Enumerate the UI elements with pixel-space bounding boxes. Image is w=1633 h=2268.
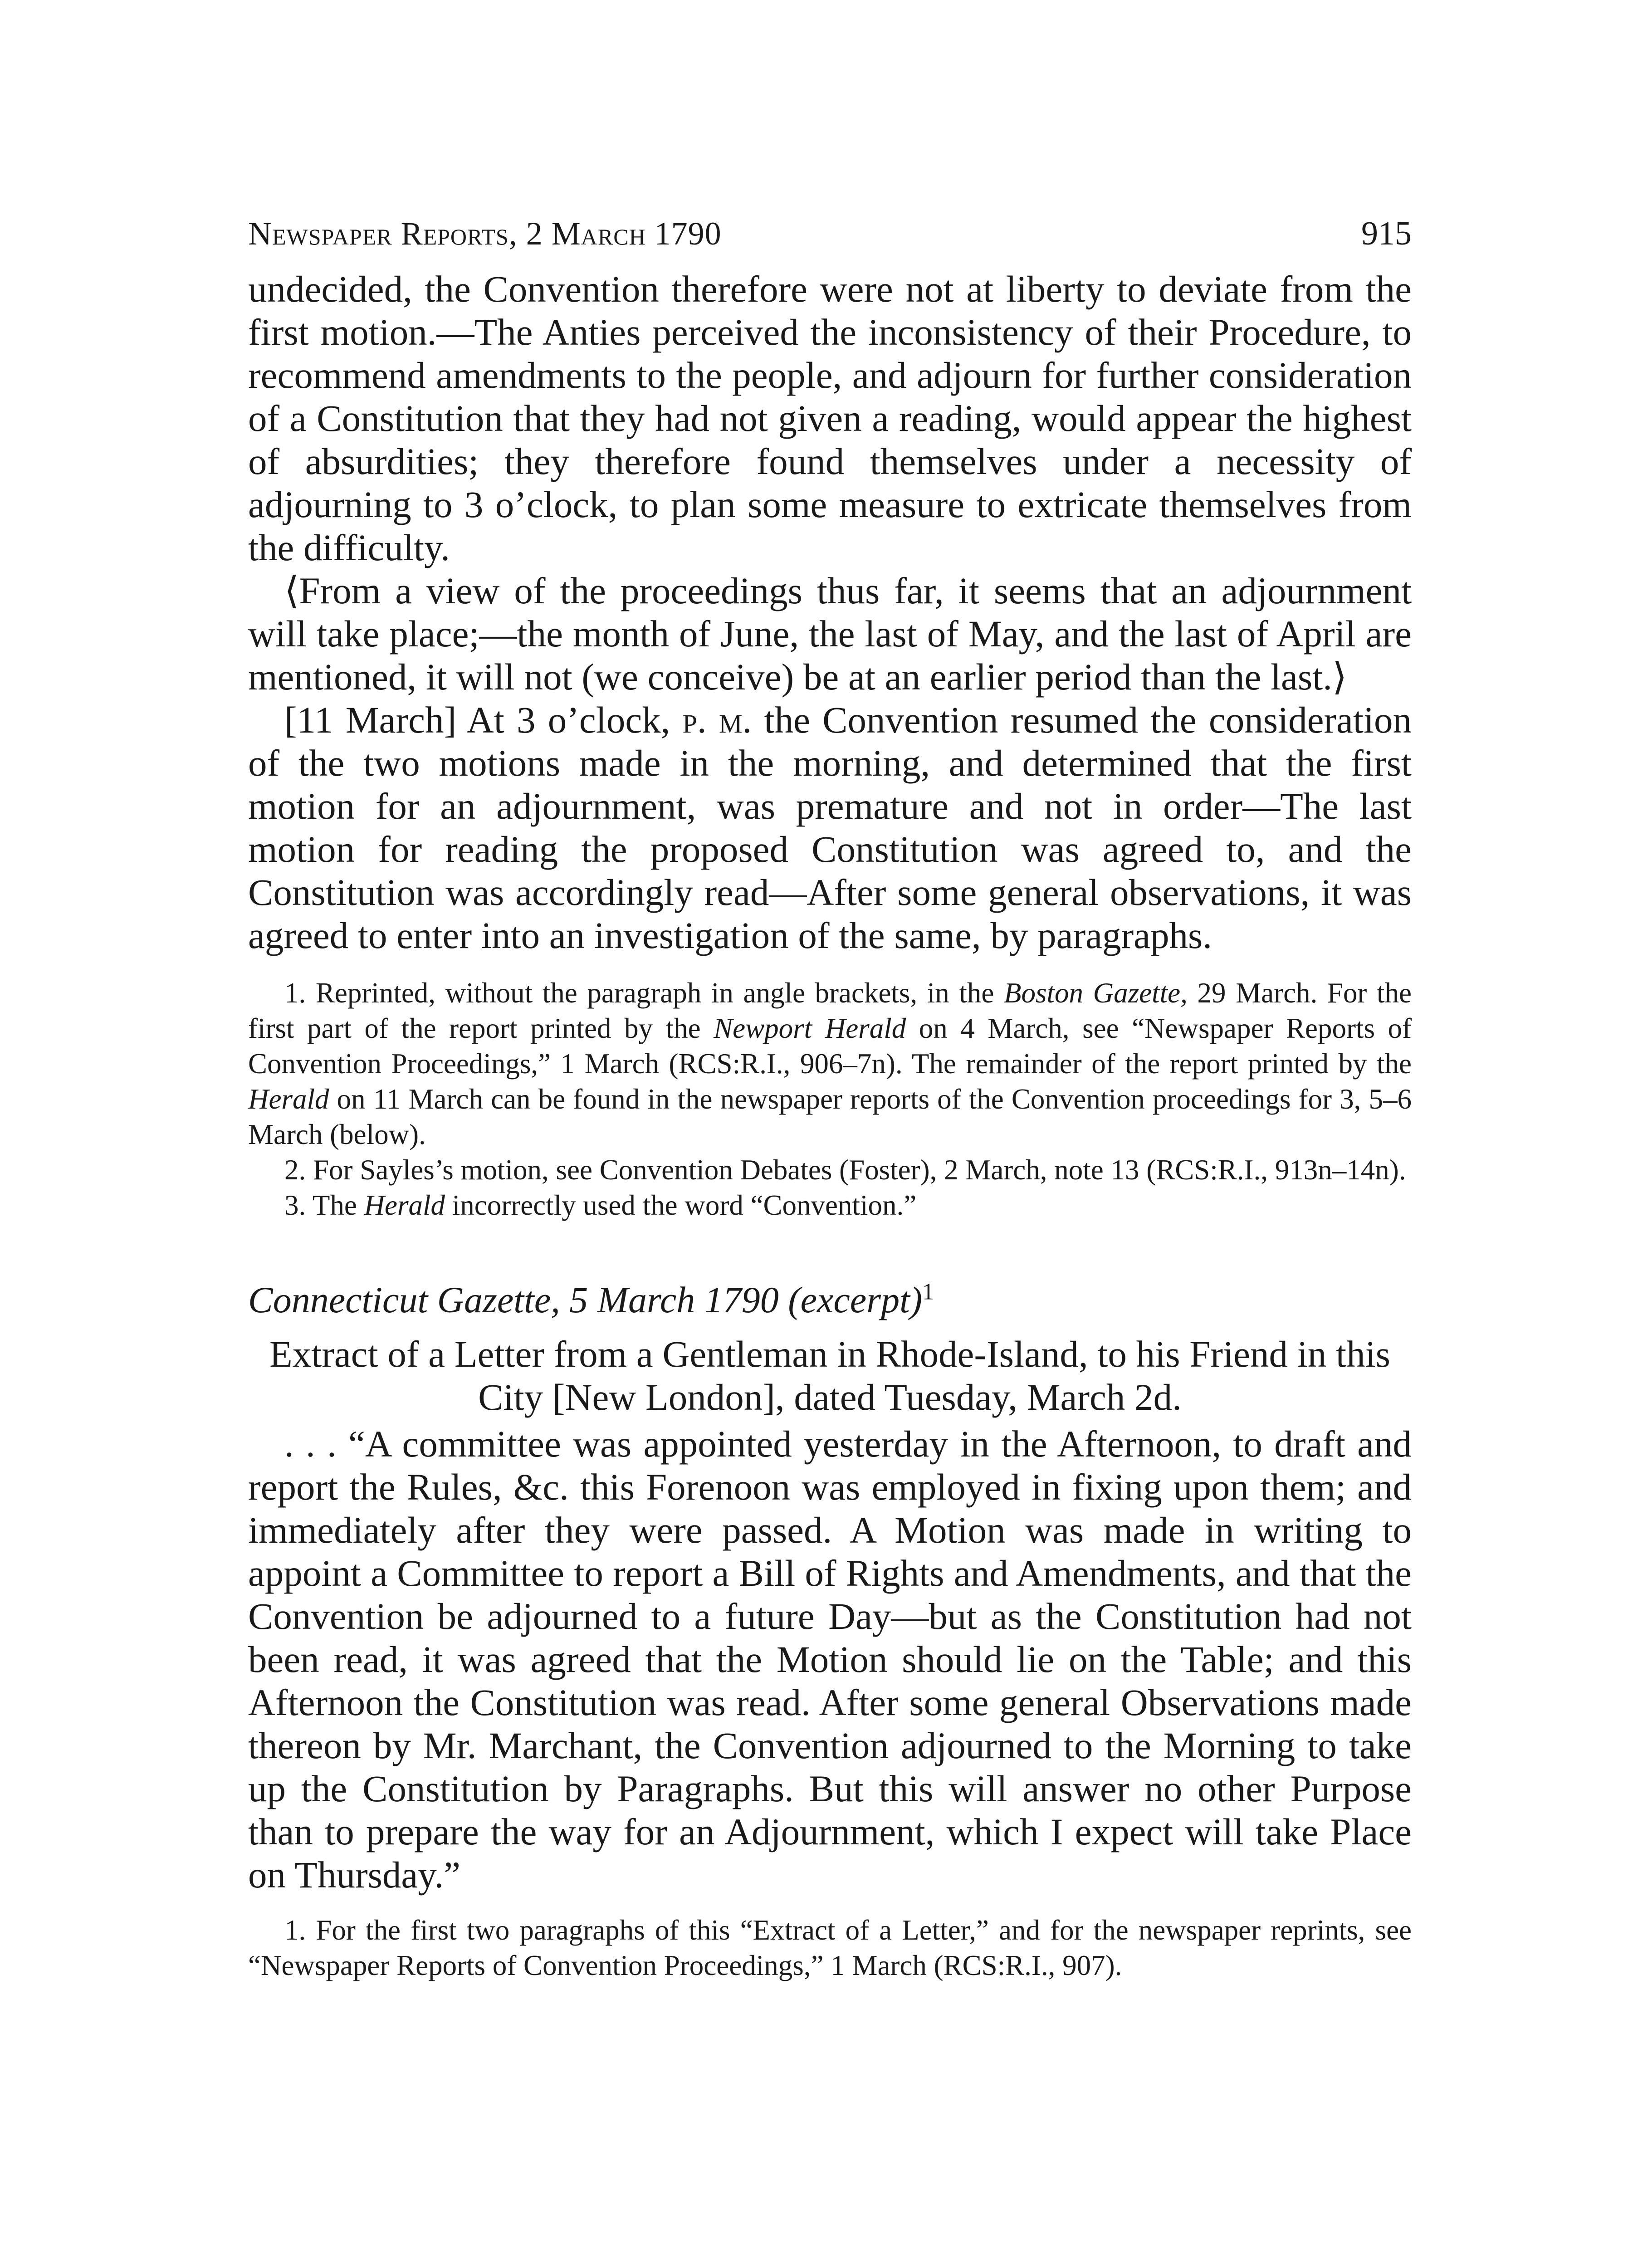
paragraph-11-march-rest: the Convention resumed the consideration of the two motions made in the morning, and determined that the first motion for an adjournment, was premature and not in order—The last motion for reading the proposed Constitution was agreed to, and the Constitution was accordingly read—After some general observations, it was agreed to enter into an investigation of the same, by paragraphs. [248, 699, 1412, 956]
footnote-2: 2. For Sayles’s motion, see Convention Debates (Foster), 2 March, note 13 (RCS:R.I., 913n–14n). [284, 1154, 1406, 1186]
footnote-3-text-a: 3. The [284, 1189, 364, 1221]
document-page [248, 213, 1412, 1983]
letter-body [248, 1422, 1412, 1897]
paragraph-11-march-lead: [11 March] At 3 o’clock, [284, 699, 683, 741]
footnote-1-newport-herald: Newport Herald [714, 1012, 906, 1044]
section-heading-text: Connecticut Gazette, 5 March 1790 (excerpt) [248, 1279, 923, 1320]
footnote-1-text-a: 1. Reprinted, without the paragraph in angle brackets, in the [284, 977, 1004, 1009]
running-head [248, 213, 1412, 268]
letter-paragraph: . . . “A committee was appointed yesterday in the Afternoon, to draft and report the Rules, &c. this Forenoon was employed in fixing upon them; and immediately after they were passed. A Motion was made in writing to appoint a Committee to report a Bill of Rights and Amendments, and that the Convention be adjourned to a future Day—but as the Constitution had not been read, it was agreed that the Motion should lie on the Table; and this Afternoon the Constitution was read. After some general Observations made thereon by Mr. Marchant, the Convention adjourned to the Morning to take up the Constitution by Paragraphs. But this will answer no other Purpose than to prepare the way for an Adjournment, which I expect will take Place on Thursday.” [248, 1423, 1412, 1896]
footnotes-newport-herald [248, 975, 1412, 1223]
paragraph-angle-brackets: ⟨From a view of the proceedings thus far, it seems that an adjournment will take place;—the month of June, the last of May, and the last of April are mentioned, it will not (we conceive) be at an earlier period than the last.⟩ [248, 570, 1412, 698]
footnotes-connecticut-gazette [248, 1912, 1412, 1983]
footnote-1-herald: Herald [248, 1083, 329, 1115]
page-number: 915 [1361, 215, 1412, 252]
paragraph-continued: undecided, the Convention therefore were not at liberty to deviate from the first motion.—The Anties perceived the inconsistency of their Procedure, to recommend amendments to the people, and adjourn for further consideration of a Constitution that they had not given a reading, would appear the highest of absurdities; they therefore found themselves under a necessity of adjourning to 3 o’clock, to plan some measure to extricate themselves from the difficulty. [248, 268, 1412, 568]
section-heading-connecticut-gazette [248, 1277, 1412, 1323]
pm-abbreviation: p. m. [682, 699, 752, 741]
footnote-3 [248, 1188, 1412, 1223]
footnote-3-herald: Herald [364, 1189, 445, 1221]
extract-title: Extract of a Letter from a Gentleman in Rhode-Island, to his Friend in this City [New London], dated Tuesday, March 2d. [269, 1333, 1390, 1418]
running-head-title: Newspaper Reports, 2 March 1790 [248, 215, 722, 252]
report-body [248, 268, 1412, 957]
paragraph-11-march [248, 699, 1412, 957]
footnote-1-boston-gazette: Boston Gazette, [1004, 977, 1188, 1009]
footnote-1 [248, 975, 1412, 1152]
footnote-1-text-c: on 4 March, see “Newspaper Reports of Convention Proceedings,” 1 March (RCS:R.I., 906–7n). The remainder of the report printed by the [248, 1012, 1412, 1080]
footnote-1-text-d: on 11 March can be found in the newspaper reports of the Convention proceedings for 3, 5–6 March (below). [248, 1083, 1412, 1150]
section-heading-note-ref: 1 [922, 1279, 934, 1305]
footnote-letter-1: 1. For the first two paragraphs of this “Extract of a Letter,” and for the newspaper reprints, see “Newspaper Reports of Convention Proceedings,” 1 March (RCS:R.I., 907). [248, 1914, 1412, 1981]
footnote-3-text-b: incorrectly used the word “Convention.” [445, 1189, 917, 1221]
footnote-1-text-b: 29 March. For the first part of the report printed by the [248, 977, 1412, 1044]
